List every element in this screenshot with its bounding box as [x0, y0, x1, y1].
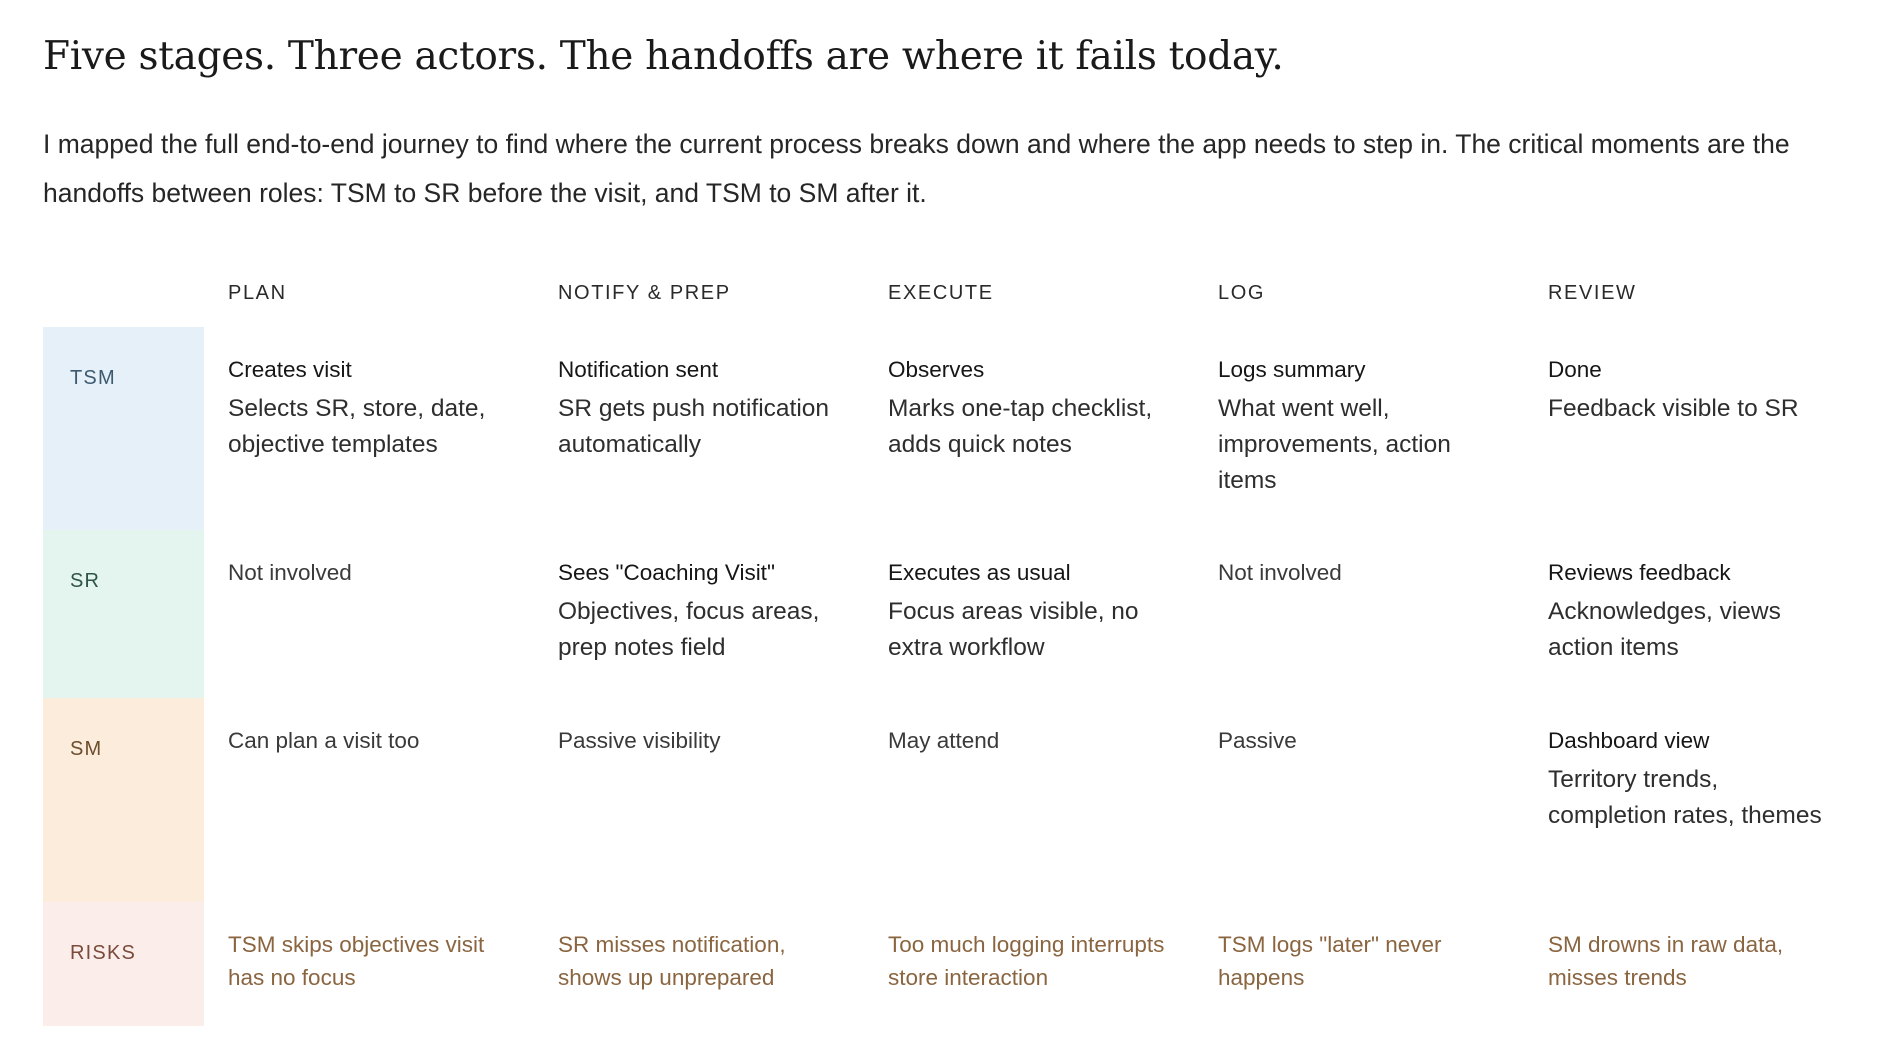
role-label-sr: SR	[43, 530, 204, 698]
stage-header-plan: PLAN	[228, 282, 287, 304]
sm-notify-cell	[534, 698, 864, 902]
risk-log: TSM logs "later" never happens	[1218, 932, 1442, 990]
cell-title: Creates visit	[228, 357, 352, 382]
cell-title: May attend	[888, 728, 1000, 753]
sr-review-cell	[1524, 530, 1853, 698]
risk-review: SM drowns in raw data, misses trends	[1548, 932, 1784, 990]
cell-title: Notification sent	[558, 357, 719, 382]
grid-corner	[43, 270, 204, 327]
journey-grid	[43, 270, 1853, 1026]
stage-header-notify-prep: NOTIFY & PREP	[558, 282, 731, 304]
cell-description: Feedback visible to SR	[1548, 395, 1799, 422]
sm-log-cell	[1194, 698, 1524, 902]
cell-title: Can plan a visit too	[228, 728, 420, 753]
cell-title: Observes	[888, 357, 985, 382]
cell-description: What went well, improvements, action items	[1218, 395, 1451, 494]
sm-plan-cell	[204, 698, 534, 902]
sm-execute-cell	[864, 698, 1194, 902]
sr-execute-cell	[864, 530, 1194, 698]
cell-description: Marks one-tap checklist, adds quick notes	[888, 395, 1153, 458]
cell-title: Done	[1548, 357, 1602, 382]
tsm-log-cell	[1194, 327, 1524, 530]
sm-review-cell	[1524, 698, 1853, 902]
stage-header-review: REVIEW	[1548, 282, 1637, 304]
stage-header-execute: EXECUTE	[888, 282, 994, 304]
risk-execute: Too much logging interrupts store interaction	[888, 932, 1165, 990]
cell-title: Passive visibility	[558, 728, 721, 753]
cell-title: Dashboard view	[1548, 728, 1710, 753]
intro-paragraph: I mapped the full end-to-end journey to find where the current process breaks down and where the app needs to step in. The critical moments are the handoffs between roles: TSM to SR before the visit, and TSM to SM after it.	[43, 129, 1790, 208]
sr-notify-cell	[534, 530, 864, 698]
role-label-risks: RISKS	[43, 902, 204, 1026]
risk-plan: TSM skips objectives visit has no focus	[228, 932, 485, 990]
tsm-notify-cell	[534, 327, 864, 530]
cell-title: Not involved	[1218, 560, 1342, 585]
cell-title: Sees "Coaching Visit"	[558, 560, 775, 585]
sr-plan-cell	[204, 530, 534, 698]
cell-title: Executes as usual	[888, 560, 1071, 585]
role-label-sm: SM	[43, 698, 204, 902]
tsm-plan-cell	[204, 327, 534, 530]
role-label-tsm: TSM	[43, 327, 204, 530]
page-title: Five stages. Three actors. The handoffs are where it fails today.	[43, 34, 1284, 79]
cell-title: Not involved	[228, 560, 352, 585]
cell-description: Acknowledges, views action items	[1548, 598, 1781, 661]
tsm-review-cell	[1524, 327, 1853, 530]
cell-description: Selects SR, store, date, objective templates	[228, 395, 486, 458]
stage-header-log: LOG	[1218, 282, 1266, 304]
risk-notify: SR misses notification, shows up unprepared	[558, 932, 786, 990]
cell-title: Logs summary	[1218, 357, 1366, 382]
cell-title: Reviews feedback	[1548, 560, 1731, 585]
cell-title: Passive	[1218, 728, 1297, 753]
tsm-execute-cell	[864, 327, 1194, 530]
cell-description: Focus areas visible, no extra workflow	[888, 598, 1139, 661]
sr-log-cell	[1194, 530, 1524, 698]
cell-description: SR gets push notification automatically	[558, 395, 830, 458]
cell-description: Objectives, focus areas, prep notes field	[558, 598, 820, 661]
cell-description: Territory trends, completion rates, themes	[1548, 766, 1822, 829]
